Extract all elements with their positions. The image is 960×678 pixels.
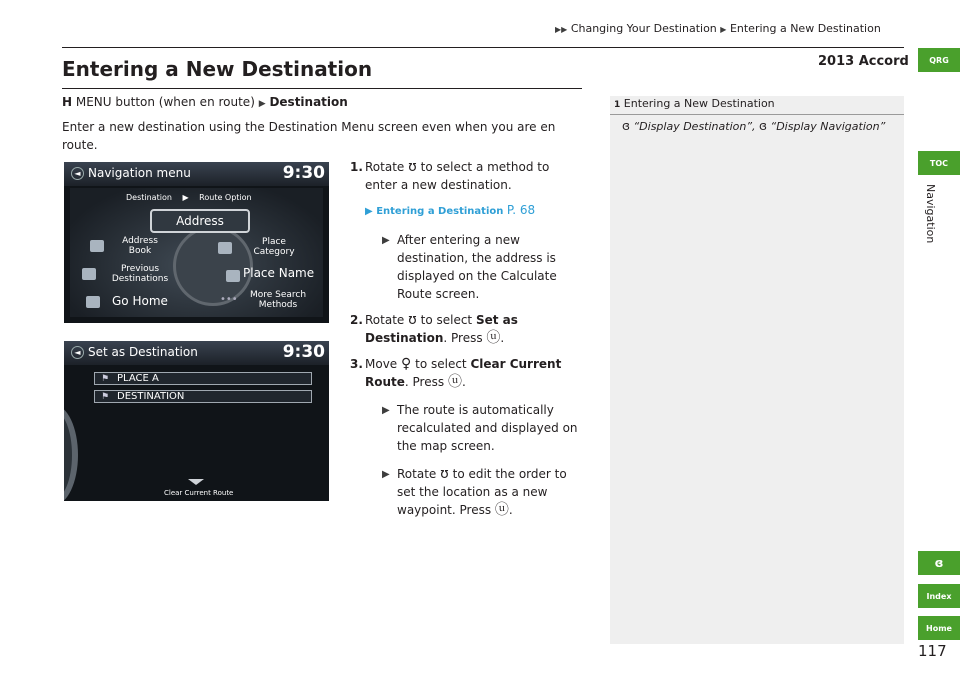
page-title: Entering a New Destination: [62, 57, 373, 81]
qrg-tab[interactable]: QRG: [918, 48, 960, 72]
title-divider: [62, 88, 582, 89]
voice-command-tab[interactable]: [918, 551, 960, 575]
menu-path-icon: H: [62, 95, 73, 109]
step-note: ▶ The route is automatically recalculated and displayed on the map screen.: [382, 403, 578, 453]
note-body: ɞ “Display Destination”, ɞ “Display Navigation”: [622, 119, 886, 133]
bullet-arrow-icon: ▶: [382, 235, 390, 246]
press-knob-icon: ⓤ: [447, 374, 462, 390]
step-1: 1. Rotate ʊ to select a method to enter a new destination. ▶ Entering a Destination P. 68 ▶ After entering a new destination, the address is displayed on the Calculate Route screen.: [350, 158, 582, 303]
place-name-option: Place Name: [243, 266, 315, 280]
back-icon: ◄: [71, 167, 84, 180]
rotate-knob-icon: ʊ: [408, 159, 417, 175]
step-number: 3.: [350, 357, 363, 371]
bullet-arrow-icon: ▶: [382, 405, 390, 416]
route-row: [94, 390, 312, 403]
voice-command-icon: ɞ: [759, 119, 767, 133]
press-knob-icon: ⓤ: [494, 502, 509, 518]
step-note: ▶ Rotate ʊ to edit the order to set the location as a new waypoint. Press ⓤ.: [382, 466, 567, 518]
place-category-option: Place Category: [253, 237, 295, 257]
menu-path: [62, 95, 348, 109]
tab-route-option: Route Option: [199, 193, 252, 202]
more-icon: •••: [220, 294, 238, 305]
screen-title: Set as Destination: [88, 345, 198, 359]
interface-dial-graphic: [173, 226, 253, 306]
intro-text: Enter a new destination using the Destination Menu screen even when you are en route.: [62, 120, 556, 152]
address-option: Address: [150, 209, 250, 233]
route-row: [94, 372, 312, 385]
clear-current-route-option: Clear Current Route: [164, 489, 234, 497]
breadcrumb-page: Entering a New Destination: [729, 22, 881, 35]
breadcrumb-arrow-icon: ▶▶: [555, 25, 568, 34]
note-header: 1 Entering a New Destination: [614, 97, 775, 110]
scroll-down-icon: [188, 479, 204, 485]
menu-tabs: [126, 193, 252, 202]
move-knob-icon: ♀: [401, 356, 412, 372]
model-label: 2013 Accord: [818, 54, 909, 69]
page-number: 117: [918, 642, 947, 660]
address-book-option: Address Book: [122, 236, 158, 256]
press-knob-icon: ⓤ: [486, 330, 501, 346]
home-tab[interactable]: Home: [918, 616, 960, 640]
place-category-icon: [218, 242, 232, 254]
note-panel: [610, 96, 904, 644]
back-icon: ◄: [71, 346, 84, 359]
set-body: [64, 365, 329, 501]
waypoint-icon: ⚑: [101, 374, 110, 384]
previous-destinations-option: Previous Destinations: [111, 264, 169, 284]
route-row-label: PLACE A: [117, 373, 159, 384]
route-row-label: DESTINATION: [117, 391, 185, 402]
place-name-icon: [226, 270, 240, 282]
interface-dial-graphic: [64, 405, 78, 501]
note-divider: [610, 114, 904, 115]
menu-body: [70, 188, 323, 317]
index-tab[interactable]: Index: [918, 584, 960, 608]
section-label: Navigation: [924, 184, 937, 244]
toc-tab[interactable]: TOC: [918, 151, 960, 175]
tab-destination: Destination: [126, 193, 172, 202]
step-note: ▶ After entering a new destination, the address is displayed on the Calculate Route screen.: [382, 233, 557, 301]
screen-header: [64, 162, 329, 186]
address-book-icon: [90, 240, 104, 252]
breadcrumb: [555, 22, 881, 35]
destination-flag-icon: ⚑: [101, 392, 110, 402]
rotate-knob-icon: ʊ: [408, 312, 417, 328]
bullet-arrow-icon: ▶: [382, 469, 390, 480]
breadcrumb-arrow-icon: ▶: [720, 25, 727, 34]
link-arrow-icon: ▶: [365, 206, 373, 217]
step-number: 1.: [350, 160, 363, 174]
cross-reference-link[interactable]: ▶ Entering a Destination P. 68: [365, 203, 536, 217]
set-destination-screen: [64, 341, 329, 501]
steps: [350, 158, 582, 519]
header-divider: [62, 47, 904, 48]
menu-path-button: MENU button (when en route): [75, 95, 255, 109]
more-search-option: More Search Methods: [249, 290, 307, 310]
breadcrumb-section[interactable]: Changing Your Destination: [570, 22, 717, 35]
step-number: 2.: [350, 313, 363, 327]
voice-command-icon: ɞ: [622, 119, 630, 133]
step-3: 3. Move ♀ to select Clear Current Route. Press ⓤ. ▶ The route is automatically recalculated and displayed on the map screen. ▶ Rotate ʊ to edit the order to set the location as a new waypoint. Press ⓤ.: [350, 355, 582, 519]
home-icon: [86, 296, 100, 308]
note-icon: 1: [614, 100, 621, 110]
navigation-menu-screen: [64, 162, 329, 323]
voice-command-icon: ɞ: [934, 556, 944, 570]
screen-header: [64, 341, 329, 365]
screen-clock: 9:30: [282, 342, 325, 362]
tab-arrow-icon: ▶: [182, 193, 189, 202]
screen-clock: 9:30: [282, 163, 325, 183]
screen-title: Navigation menu: [88, 166, 191, 180]
step-2: 2. Rotate ʊ to select Set as Destination. Press ⓤ.: [350, 312, 518, 346]
go-home-option: Go Home: [112, 294, 168, 308]
menu-arrow-icon: ▶: [258, 99, 266, 109]
previous-destinations-icon: [82, 268, 96, 280]
rotate-knob-icon: ʊ: [440, 466, 449, 482]
menu-path-target: Destination: [269, 95, 348, 109]
